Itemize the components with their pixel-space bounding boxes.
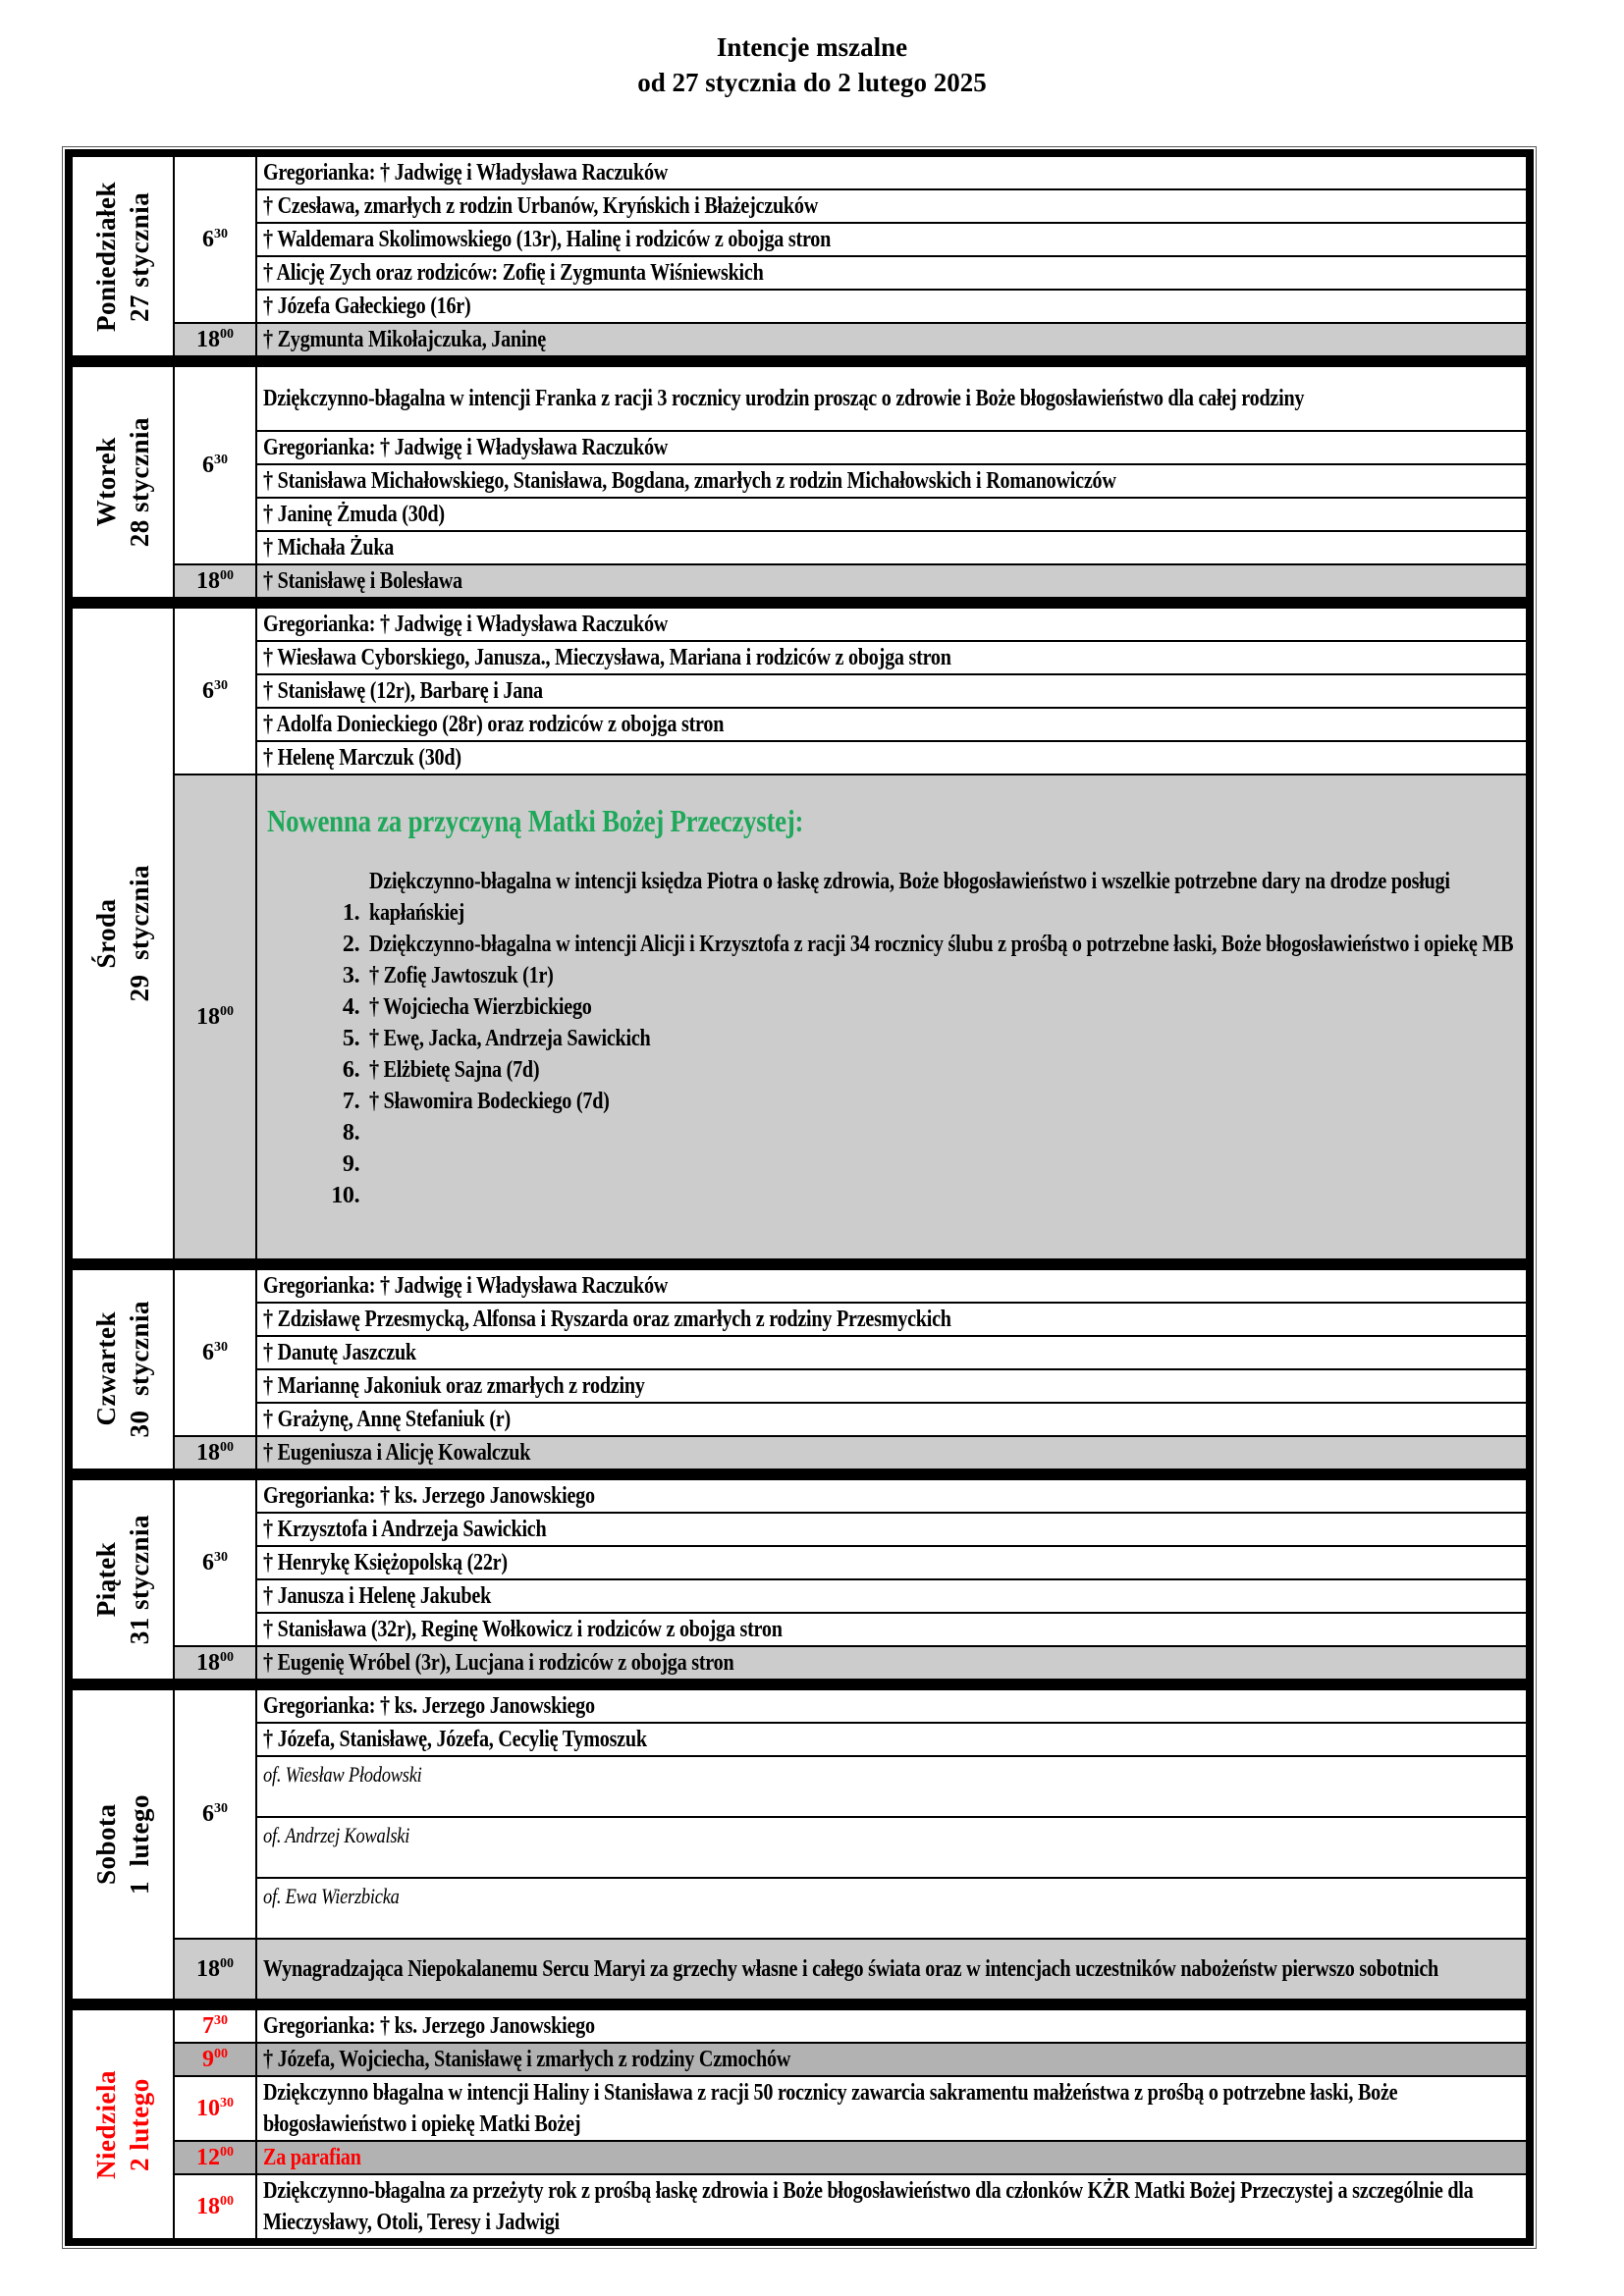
mass-time: $18^{00}$ bbox=[174, 1436, 256, 1473]
novena-item: 4. † Wojciecha Wierzbickiego bbox=[365, 991, 1520, 1023]
intention: † Janusza i Helenę Jakubek bbox=[256, 1579, 1527, 1613]
day-date: 1 lutego bbox=[125, 1794, 154, 1895]
intention: † Krzysztofa i Andrzeja Sawickich bbox=[256, 1513, 1527, 1546]
day-date: 29 stycznia bbox=[125, 865, 154, 1002]
day-name: Poniedziałek bbox=[91, 181, 121, 332]
novena-item: 3. † Zofię Jawtoszuk (1r) bbox=[365, 960, 1520, 991]
intention: Gregorianka: † Jadwigę i Władysława Raczuków bbox=[256, 156, 1527, 189]
intention: † Zygmunta Mikołajczuka, Janinę bbox=[256, 323, 1527, 360]
novena-item: 2. Dziękczynno-błagalna w intencji Alicji i Krzysztofa z racji 34 rocznicy ślubu z prośbą o potrzebne łaski, Boże błogosławieństwo i opiekę MB bbox=[365, 929, 1520, 960]
intention: † Eugeniusza i Alicję Kowalczuk bbox=[256, 1436, 1527, 1473]
day-sunday bbox=[71, 2008, 1528, 2240]
day-name: Czwartek bbox=[91, 1311, 121, 1427]
intention: † Wiesława Cyborskiego, Janusza., Mieczysława, Mariana i rodziców z obojga stron bbox=[256, 641, 1527, 674]
day-name: Piątek bbox=[91, 1541, 121, 1618]
intention: † Michała Żuka bbox=[256, 531, 1527, 564]
intention: Dziękczynno-błagalna w intencji Franka z racji 3 rocznicy urodzin prosząc o zdrowie i Boże błogosławieństwo dla całej rodziny bbox=[256, 366, 1527, 431]
intention: † Stanisławę i Bolesława bbox=[256, 564, 1527, 602]
mass-time: $6^{30}$ bbox=[174, 1269, 256, 1436]
intention: † Alicję Zych oraz rodziców: Zofię i Zygmunta Wiśniewskich bbox=[256, 256, 1527, 290]
day-wednesday bbox=[71, 607, 1528, 1268]
day-name: Środa bbox=[91, 898, 121, 969]
page-title bbox=[0, 29, 1624, 100]
mass-time: $6^{30}$ bbox=[174, 1689, 256, 1939]
day-thursday bbox=[71, 1268, 1528, 1478]
mass-time: $6^{30}$ bbox=[174, 156, 256, 323]
day-name: Wtorek bbox=[91, 437, 121, 527]
intention: † Zdzisławę Przesmycką, Alfonsa i Ryszarda oraz zmarłych z rodziny Przesmyckich bbox=[256, 1303, 1527, 1336]
day-monday bbox=[71, 155, 1528, 365]
intention: Gregorianka: † Jadwigę i Władysława Raczuków bbox=[256, 1269, 1527, 1303]
day-saturday bbox=[71, 1688, 1528, 2008]
mass-time: $7^{30}$ bbox=[174, 2009, 256, 2043]
intention: † Adolfa Donieckiego (28r) oraz rodziców z obojga stron bbox=[256, 708, 1527, 741]
day-tuesday bbox=[71, 365, 1528, 607]
day-name: Niedziela bbox=[91, 2069, 121, 2179]
day-label bbox=[72, 156, 174, 360]
intention: Gregorianka: † Jadwigę i Władysława Raczuków bbox=[256, 608, 1527, 641]
mass-time: $18^{00}$ bbox=[174, 1646, 256, 1683]
day-date: 2 lutego bbox=[125, 2077, 154, 2171]
novena-item: 7. † Sławomira Bodeckiego (7d) bbox=[365, 1086, 1520, 1117]
offering: of. Andrzej Kowalski bbox=[256, 1817, 1527, 1878]
intention: † Danutę Jaszczuk bbox=[256, 1336, 1527, 1369]
day-label bbox=[72, 1689, 174, 2003]
mass-time: $6^{30}$ bbox=[174, 1479, 256, 1646]
day-label bbox=[72, 1269, 174, 1473]
intention: † Stanisława Michałowskiego, Stanisława, Bogdana, zmarłych z rodzin Michałowskich i Romanowiczów bbox=[256, 464, 1527, 498]
intention: † Józefa Gałeckiego (16r) bbox=[256, 290, 1527, 323]
intention: † Czesława, zmarłych z rodzin Urbanów, Kryńskich i Błażejczuków bbox=[256, 189, 1527, 223]
intention: Wynagradzająca Niepokalanemu Sercu Maryi za grzechy własne i całego świata oraz w intencjach uczestników nabożeństw pierwszo sobotnich bbox=[256, 1939, 1527, 2003]
novena-block bbox=[256, 774, 1527, 1263]
novena-item bbox=[365, 1117, 1520, 1148]
offering: of. Wiesław Płodowski bbox=[256, 1756, 1527, 1817]
novena-item bbox=[365, 1180, 1520, 1211]
mass-time: $6^{30}$ bbox=[174, 366, 256, 564]
intention: † Janinę Żmuda (30d) bbox=[256, 498, 1527, 531]
day-date: 27 stycznia bbox=[125, 190, 154, 322]
schedule-table bbox=[65, 149, 1534, 2246]
mass-time: $18^{00}$ bbox=[174, 774, 256, 1263]
intention: † Waldemara Skolimowskiego (13r), Halinę i rodziców z obojga stron bbox=[256, 223, 1527, 256]
intention: Gregorianka: † Jadwigę i Władysława Raczuków bbox=[256, 431, 1527, 464]
mass-time: $9^{00}$ bbox=[174, 2043, 256, 2076]
day-name: Sobota bbox=[91, 1803, 121, 1886]
mass-time: $18^{00}$ bbox=[174, 2174, 256, 2239]
novena-item: 6. † Elżbietę Sajna (7d) bbox=[365, 1054, 1520, 1086]
mass-time: $10^{30}$ bbox=[174, 2076, 256, 2141]
intention: † Józefa, Stanisławę, Józefa, Cecylię Tymoszuk bbox=[256, 1723, 1527, 1756]
novena-item: 1. Dziękczynno-błagalna w intencji księdza Piotra o łaskę zdrowia, Boże błogosławieństwo i wszelkie potrzebne dary na drodze posługi kapłańskiej bbox=[365, 866, 1520, 929]
mass-time: $12^{00}$ bbox=[174, 2141, 256, 2174]
day-label bbox=[72, 1479, 174, 1683]
day-label bbox=[72, 2009, 174, 2239]
intention: † Mariannę Jakoniuk oraz zmarłych z rodziny bbox=[256, 1369, 1527, 1403]
intention: Za parafian bbox=[256, 2141, 1527, 2174]
intention: † Stanisława (32r), Reginę Wołkowicz i rodziców z obojga stron bbox=[256, 1613, 1527, 1646]
day-date: 31 stycznia bbox=[125, 1514, 154, 1645]
day-friday bbox=[71, 1478, 1528, 1688]
day-label bbox=[72, 366, 174, 602]
intention: † Stanisławę (12r), Barbarę i Jana bbox=[256, 674, 1527, 708]
mass-time: $18^{00}$ bbox=[174, 1939, 256, 2003]
intention: Gregorianka: † ks. Jerzego Janowskiego bbox=[256, 1689, 1527, 1723]
mass-time: $6^{30}$ bbox=[174, 608, 256, 774]
intention: Dziękczynno-błagalna za przeżyty rok z prośbą łaskę zdrowia i Boże błogosławieństwo dla członków KŻR Matki Bożej Przeczystej a szczególnie dla Mieczysławy, Otoli, Teresy i Jadwigi bbox=[256, 2174, 1527, 2239]
novena-item: 5. † Ewę, Jacka, Andrzeja Sawickich bbox=[365, 1023, 1520, 1054]
title-line: Intencje mszalne bbox=[716, 32, 908, 62]
intention: Dziękczynno błagalna w intencji Haliny i Stanisława z racji 50 rocznicy zawarcia sakramentu małżeństwa z prośbą o potrzebne łaski, Boże błogosławieństwo i opiekę Matki Bożej bbox=[256, 2076, 1527, 2141]
intention: † Grażynę, Annę Stefaniuk (r) bbox=[256, 1403, 1527, 1436]
intention: † Eugenię Wróbel (3r), Lucjana i rodziców z obojga stron bbox=[256, 1646, 1527, 1683]
novena-list bbox=[263, 866, 1520, 1211]
novena-title: Nowenna za przyczyną Matki Bożej Przeczystej: bbox=[267, 803, 804, 838]
intention: Gregorianka: † ks. Jerzego Janowskiego bbox=[256, 2009, 1527, 2043]
day-label bbox=[72, 608, 174, 1263]
offering: of. Ewa Wierzbicka bbox=[256, 1878, 1527, 1939]
day-date: 30 stycznia bbox=[125, 1301, 154, 1438]
day-date: 28 stycznia bbox=[125, 416, 154, 548]
intention: † Henrykę Księżopolską (22r) bbox=[256, 1546, 1527, 1579]
intention: † Helenę Marczuk (30d) bbox=[256, 741, 1527, 774]
mass-time: $18^{00}$ bbox=[174, 564, 256, 602]
mass-time: $18^{00}$ bbox=[174, 323, 256, 360]
subtitle-line: od 27 stycznia do 2 lutego 2025 bbox=[637, 68, 987, 97]
intention: † Józefa, Wojciecha, Stanisławę i zmarłych z rodziny Czmochów bbox=[256, 2043, 1527, 2076]
novena-item bbox=[365, 1148, 1520, 1180]
intention: Gregorianka: † ks. Jerzego Janowskiego bbox=[256, 1479, 1527, 1513]
